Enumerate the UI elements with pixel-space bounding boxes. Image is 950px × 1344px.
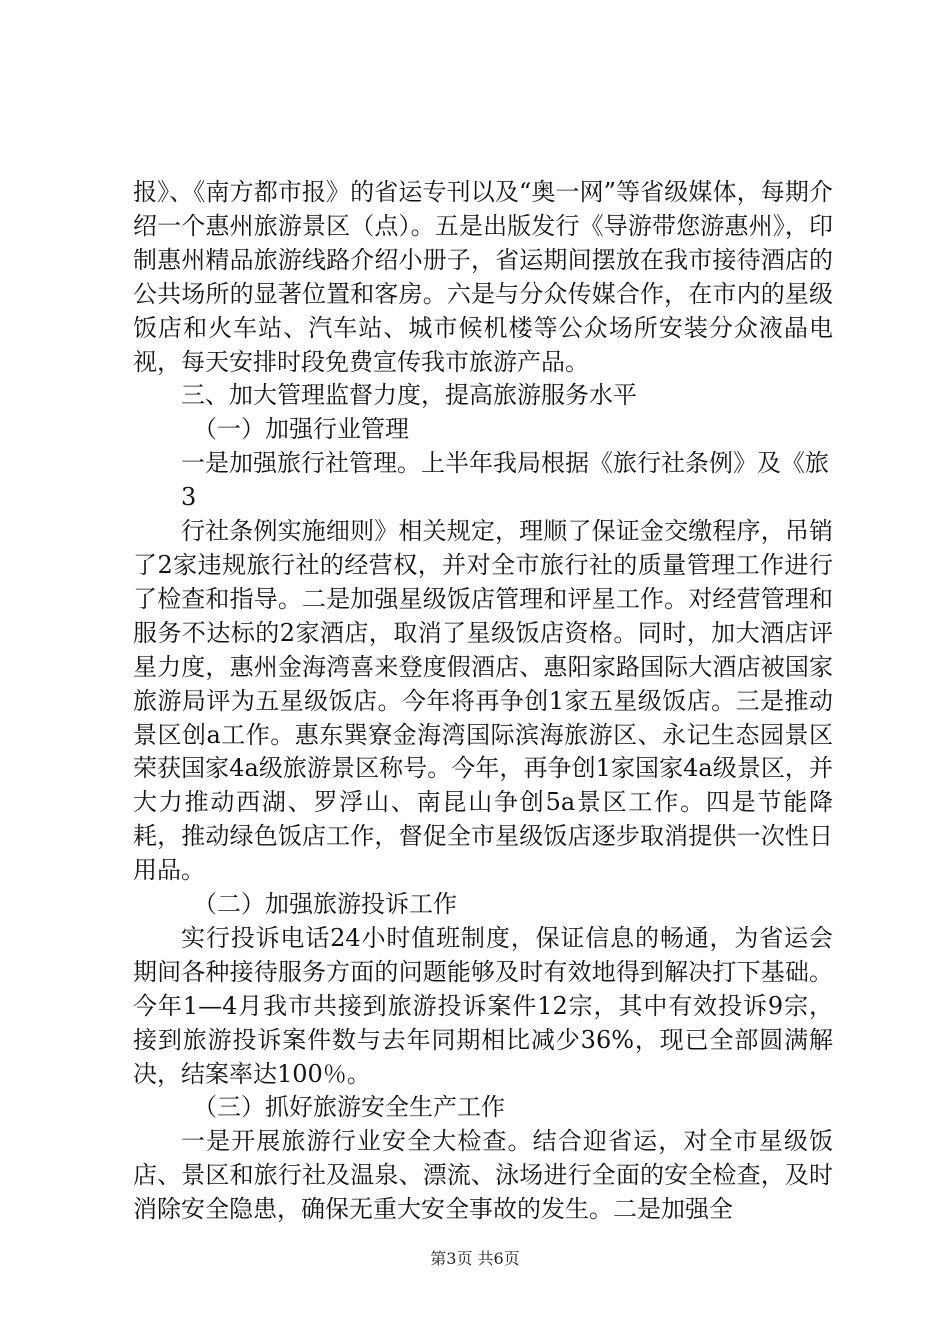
paragraph-travel-agency-start: 一是加强旅行社管理。上半年我局根据《旅行社条例》及《旅 — [181, 449, 829, 478]
document-body — [133, 176, 833, 1227]
subheading-safety: （三）抓好旅游安全生产工作 — [193, 1093, 505, 1122]
section-heading-management: 三、加大管理监督力度，提高旅游服务水平 — [181, 381, 637, 410]
paragraph-complaints: 实行投诉电话24小时值班制度，保证信息的畅通，为省运会期间各种接待服务方面的问题能够及时有效地得到解决打下基础。今年1—4月我市共接到旅游投诉案件12宗，其中有效投诉9宗，接到旅游投诉案件数与去年同期相比减少36%，现已全部圆满解决，结案率达100％。 — [133, 923, 833, 1088]
page-footer: 第3页 共6页 — [430, 1249, 520, 1268]
inline-page-number: 3 — [181, 483, 197, 512]
subheading-complaints: （二）加强旅游投诉工作 — [193, 890, 457, 919]
paragraph-promotion-continued: 报》、《南方都市报》的省运专刊以及“奥一网”等省级媒体，每期介绍一个惠州旅游景区（点）。五是出版发行《导游带您游惠州》，印制惠州精品旅游线路介绍小册子，省运期间摆放在我市接待酒店的公共场所的显著位置和客房。六是与分众传媒合作，在市内的星级饭店和火车站、汽车站、城市候机楼等公众场所安装分众液晶电视，每天安排时段免费宣传我市旅游产品。 — [133, 178, 833, 376]
paragraph-travel-agency-continued: 行社条例实施细则》相关规定，理顺了保证金交缴程序，吊销了2家违规旅行社的经营权，并对全市旅行社的质量管理工作进行了检查和指导。二是加强星级饭店管理和评星工作。对经营管理和服务不达标的2家酒店，取消了星级饭店资格。同时，加大酒店评星力度，惠州金海湾喜来登度假酒店、惠阳家路国际大酒店被国家旅游局评为五星级饭店。今年将再争创1家五星级饭店。三是推动景区创a工作。惠东巽寮金海湾国际滨海旅游区、永记生态园景区荣获国家4a级旅游景区称号。今年，再争创1家国家4a级景区，并大力推动西湖、罗浮山、南昆山争创5a景区工作。四是节能降耗，推动绿色饭店工作，督促全市星级饭店逐步取消提供一次性日用品。 — [133, 517, 833, 885]
subheading-industry-management: （一）加强行业管理 — [193, 415, 409, 444]
paragraph-safety: 一是开展旅游行业安全大检查。结合迎省运，对全市星级饭店、景区和旅行社及温泉、漂流、泳场进行全面的安全检查，及时消除安全隐患，确保无重大安全事故的发生。二是加强全 — [133, 1127, 833, 1224]
